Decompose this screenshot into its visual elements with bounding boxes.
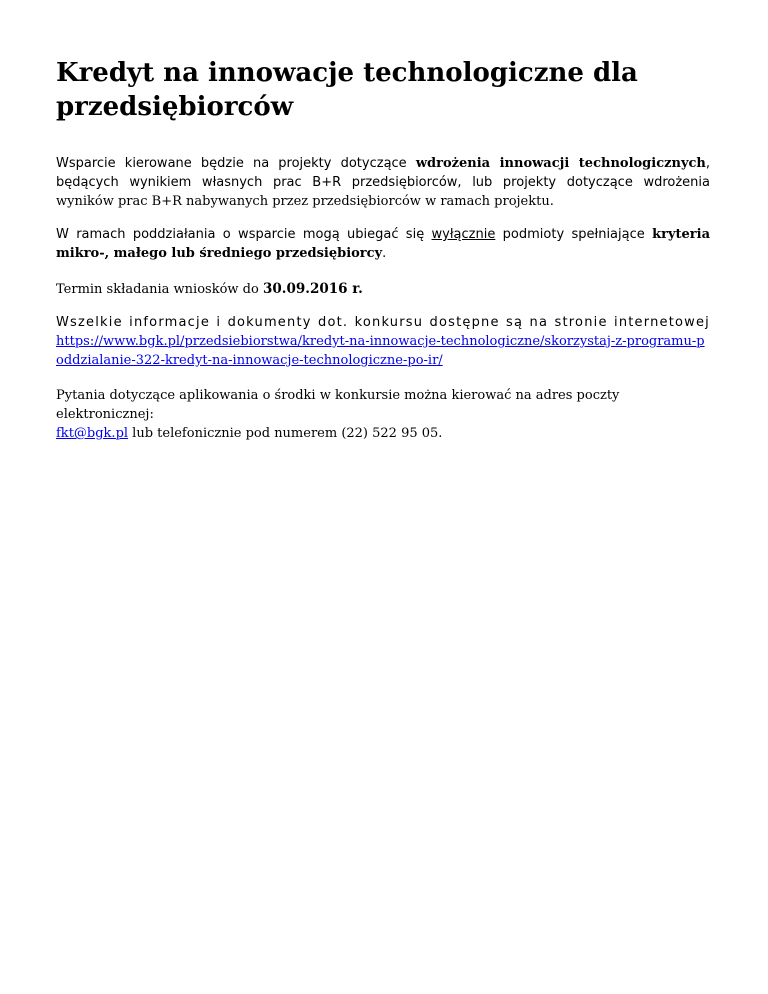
document-page (56, 0, 710, 443)
paragraph-eligibility (56, 225, 710, 263)
para3-text-before: Termin składania wniosków do (56, 282, 263, 297)
paragraph-contact (56, 386, 710, 443)
para1-text-after: , będących wynikiem własnych prac B+R przedsiębiorców, lub projekty dotyczące wdrożenia (56, 156, 711, 190)
paragraph-info-link (56, 313, 710, 370)
deadline-date: 30.09.2016 r. (262, 281, 363, 297)
para2-bold-criteria: kryteria mikro-, małego lub średniego przedsiębiorcy (56, 227, 710, 261)
email-link[interactable]: fkt@bgk.pl (56, 426, 129, 441)
program-website-link[interactable]: https://www.bgk.pl/przedsiebiorstwa/kredyt-na-innowacje-technologiczne/skorzystaj-z-programu-poddzialanie-322-kredyt-na-innowacje-technologiczne-po-ir/ (56, 334, 705, 368)
para1-text-end: wyników prac B+R nabywanych przez przedsiębiorców w ramach projektu. (56, 194, 554, 209)
paragraph-deadline (56, 280, 710, 299)
para5-text: Pytania dotyczące aplikowania o środki w konkursie można kierować na adres poczty elektronicznej: (56, 388, 620, 422)
para2-underlined-exclusively: wyłącznie (431, 227, 496, 242)
para1-text-before: Wsparcie kierowane będzie na projekty dotyczące (56, 156, 416, 171)
page-title: Kredyt na innowacje technologiczne dla przedsiębiorców (56, 58, 638, 122)
para2-text-middle: podmioty spełniające (495, 227, 653, 242)
para4-text: Wszelkie informacje i dokumenty dot. konkursu dostępne są na stronie internetowej (56, 315, 710, 330)
paragraph-support-description (56, 154, 710, 211)
para2-text-before: W ramach poddziałania o wsparcie mogą ubiegać się (56, 227, 432, 242)
para2-text-after: . (382, 246, 387, 261)
para5-text-after: lub telefonicznie pod numerem (22) 522 95 05. (128, 426, 443, 441)
para1-bold-innovation: wdrożenia innowacji technologicznych (415, 156, 706, 171)
